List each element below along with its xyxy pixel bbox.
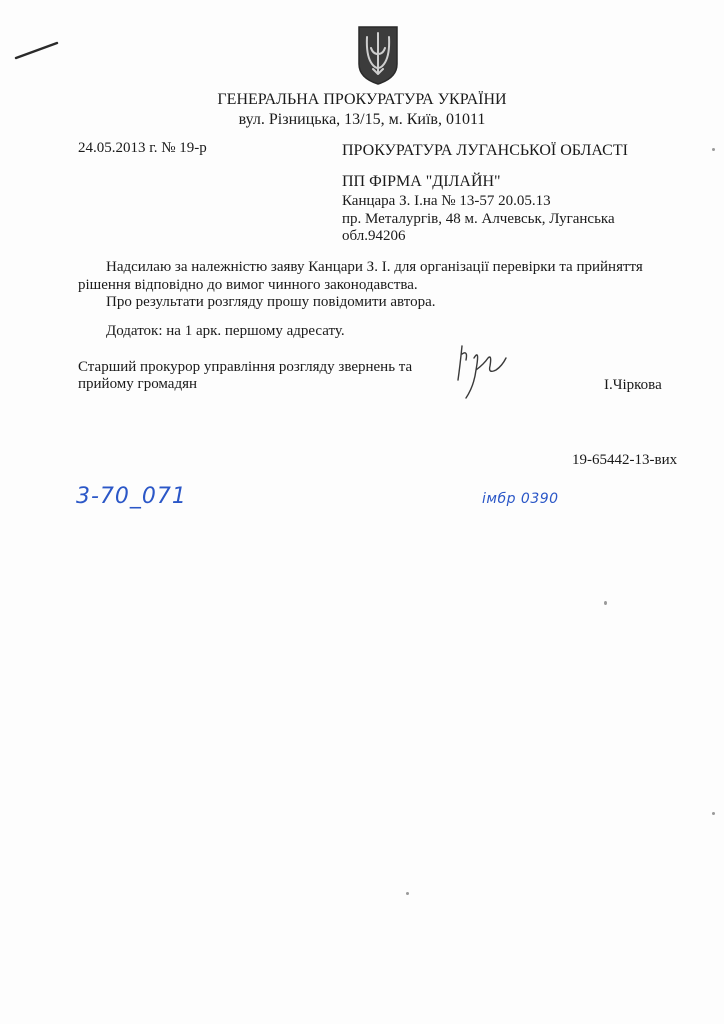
trident-coat-of-arms-icon	[356, 24, 400, 86]
signatory-name: І.Чіркова	[604, 377, 662, 393]
outgoing-number: 19-65442-13-вих	[572, 452, 678, 468]
handwritten-registration-note: імбр 0390	[482, 491, 559, 507]
letterhead-address: вул. Різницька, 13/15, м. Київ, 01011	[238, 111, 486, 128]
pen-stroke-mark	[14, 38, 60, 62]
recipient-line: ПП ФІРМА "ДІЛАЙН"	[342, 173, 501, 190]
scan-speck	[712, 812, 715, 815]
document-reference: 24.05.2013 г. № 19-р	[78, 140, 207, 156]
letterhead-org-name: ГЕНЕРАЛЬНА ПРОКУРАТУРА УКРАЇНИ	[217, 91, 507, 108]
handwritten-signature	[452, 336, 522, 402]
scan-speck	[604, 601, 607, 605]
handwritten-registration-note: 3-70_071	[76, 484, 187, 509]
body-text-line: Про результати розгляду прошу повідомити автора.	[106, 294, 436, 310]
scan-speck	[712, 148, 715, 151]
recipient-line: обл.94206	[342, 228, 406, 244]
signatory-role: Старший прокурор управління розгляду звернень та	[78, 359, 413, 375]
body-text-line: рішення відповідно до вимог чинного законодавства.	[78, 277, 418, 293]
signatory-role: прийому громадян	[78, 376, 198, 392]
recipient-line: ПРОКУРАТУРА ЛУГАНСЬКОЇ ОБЛАСТІ	[342, 142, 628, 159]
scan-speck	[406, 892, 409, 895]
attachment-note: Додаток: на 1 арк. першому адресату.	[106, 323, 345, 339]
recipient-line: Канцара З. І.на № 13-57 20.05.13	[342, 193, 551, 209]
body-text-line: Надсилаю за належністю заяву Канцари З. І. для організації перевірки та прийняття	[106, 259, 643, 275]
recipient-line: пр. Металургів, 48 м. Алчевськ, Луганська	[342, 211, 615, 227]
